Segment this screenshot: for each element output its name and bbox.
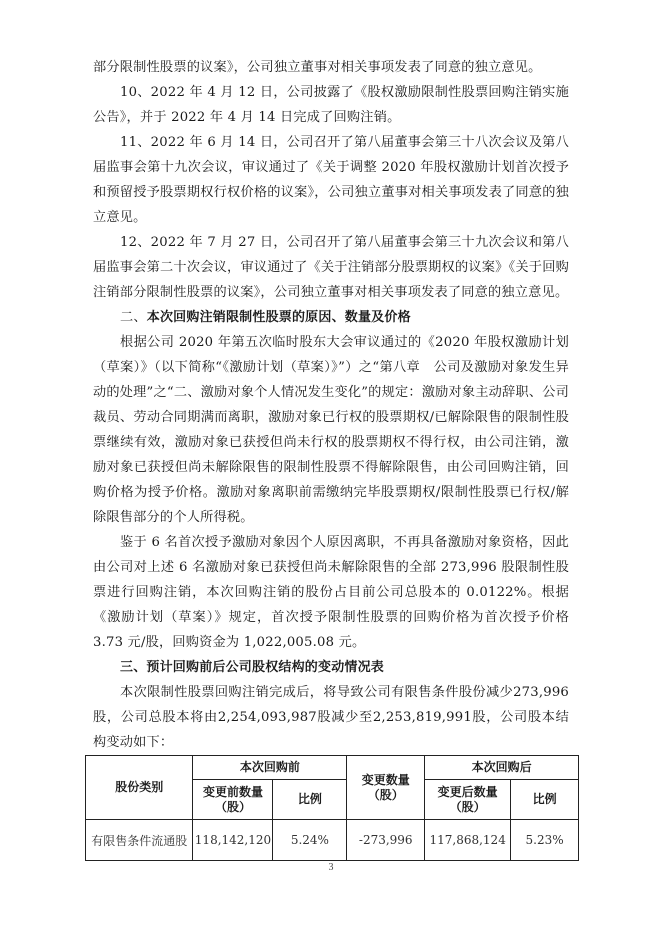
paragraph-continuation: 部分限制性股票的议案》，公司独立董事对相关事项发表了同意的独立意见。 xyxy=(93,60,542,75)
section-2-number: 二、 xyxy=(120,310,147,325)
header-before-group: 本次回购前 xyxy=(193,756,347,780)
cell-before-qty: 118,142,120 xyxy=(193,820,273,861)
table-row xyxy=(86,820,579,861)
header-after-qty: 变更后数量（股） xyxy=(425,780,511,820)
header-before-ratio: 比例 xyxy=(273,780,347,820)
header-before-qty: 变更前数量（股） xyxy=(193,780,273,820)
document-page xyxy=(93,55,569,755)
section-2-paragraph-2: 鉴于 6 名首次授予激励对象因个人原因离职，不再具备激励对象资格，因此由公司对上述 6 名激励对象已获授但尚未解除限售的全部 273,996 股限制性股票进行回购注销，本次回购注销的股份占目前公司总股本的 0.0122%。根据《激励计划（草案）》规定，首次授予限制性股票的回购价格为首次授予价格 3.73 元/股，回购资金为 1,022,005.08 元。 xyxy=(93,535,569,650)
header-change: 变更数量（股） xyxy=(347,756,425,820)
paragraph-item-11: 11、2022 年 6 月 14 日，公司召开了第八届董事会第三十八次会议及第八届监事会第十九次会议，审议通过了《关于调整 2020 年股权激励计划首次授予和预留授予股票期权行权价格的议案》，公司独立董事对相关事项发表了同意的独立意见。 xyxy=(93,135,569,225)
section-2-paragraph-1: 根据公司 2020 年第五次临时股东大会审议通过的《2020 年股权激励计划（草案）》（以下简称“《激励计划（草案）》”）之“第八章 公司及激励对象发生异动的处理”之“二、激励对象个人情况发生变化”的规定：激励对象主动辞职、公司裁员、劳动合同期满而离职，激励对象已行权的股票期权/已解除限售的限制性股票继续有效，激励对象已获授但尚未行权的股票期权不得行权，由公司注销，激励对象已获授但尚未解除限售的限制性股票不得解除限售，由公司回购注销，回购价格为授予价格。激励对象离职前需缴纳完毕股票期权/限制性股票已行权/解除限售部分的个人所得税。 xyxy=(93,335,569,525)
paragraph-item-12: 12、2022 年 7 月 27 日，公司召开了第八届董事会第三十九次会议和第八届监事会第二十次会议，审议通过了《关于注销部分股票期权的议案》《关于回购注销部分限制性股票的议案》，公司独立董事对相关事项发表了同意的独立意见。 xyxy=(93,235,569,300)
cell-change: -273,996 xyxy=(347,820,425,861)
cell-after-ratio: 5.23% xyxy=(511,820,579,861)
cell-category: 有限售条件流通股 xyxy=(86,820,193,861)
equity-structure-table xyxy=(85,755,579,861)
header-category: 股份类别 xyxy=(86,756,193,820)
section-2-title: 本次回购注销限制性股票的原因、数量及价格 xyxy=(146,310,411,325)
cell-after-qty: 117,868,124 xyxy=(425,820,511,861)
section-3-paragraph: 本次限制性股票回购注销完成后，将导致公司有限售条件股份减少273,996股，公司总股本将由2,254,093,987股减少至2,253,819,991股，公司股本结构变动如下： xyxy=(93,685,569,750)
section-2-heading xyxy=(93,305,569,330)
cell-before-ratio: 5.24% xyxy=(273,820,347,861)
header-after-ratio: 比例 xyxy=(511,780,579,820)
header-after-group: 本次回购后 xyxy=(425,756,579,780)
section-3-heading: 三、预计回购前后公司股权结构的变动情况表 xyxy=(120,660,385,675)
paragraph-item-10: 10、2022 年 4 月 12 日，公司披露了《股权激励限制性股票回购注销实施公告》，并于 2022 年 4 月 14 日完成了回购注销。 xyxy=(93,85,569,125)
page-number: 3 xyxy=(328,862,334,873)
